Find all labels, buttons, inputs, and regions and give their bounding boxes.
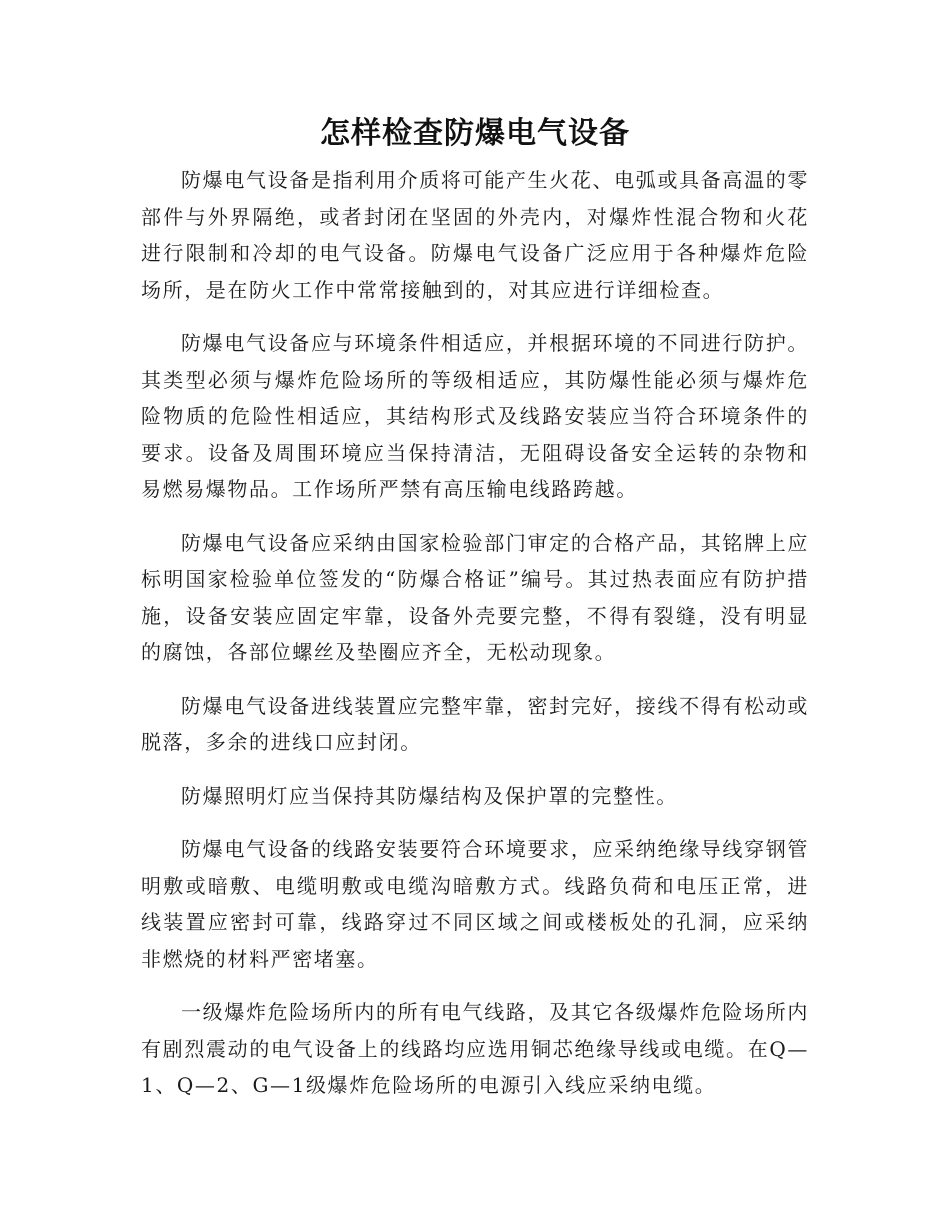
document-title: 怎样检查防爆电气设备	[320, 116, 630, 151]
paragraph-cable-selection: 一级爆炸危险场所内的所有电气线路，及其它各级爆炸危险场所内有剧烈震动的电气设备上的线路均应选用铜芯绝缘导线或电缆。在Q—1、Q—2、G—1级爆炸危险场所的电源引入线应采纳电缆。	[141, 1000, 809, 1097]
paragraph-inlet-device: 防爆电气设备进线装置应完整牢靠，密封完好，接线不得有松动或脱落，多余的进线口应封闭。	[141, 693, 809, 754]
paragraph-intro: 防爆电气设备是指利用介质将可能产生火花、电弧或具备高温的零部件与外界隔绝，或者封闭在坚固的外壳内，对爆炸性混合物和火花进行限制和冷却的电气设备。防爆电气设备广泛应用于各种爆炸危险场所，是在防火工作中常常接触到的，对其应进行详细检查。	[141, 168, 809, 302]
paragraph-environment: 防爆电气设备应与环境条件相适应，并根据环境的不同进行防护。其类型必须与爆炸危险场所的等级相适应，其防爆性能必须与爆炸危险物质的危险性相适应，其结构形式及线路安装应当符合环境条件的要求。设备及周围环境应当保持清洁，无阻碍设备安全运转的杂物和易燃易爆物品。工作场所严禁有高压输电线路跨越。	[141, 331, 809, 501]
paragraph-certification: 防爆电气设备应采纳由国家检验部门审定的合格产品，其铭牌上应标明国家检验单位签发的“防爆合格证”编号。其过热表面应有防护措施，设备安装应固定牢靠，设备外壳要完整，不得有裂缝，没有明显的腐蚀，各部位螺丝及垫圈应齐全，无松动现象。	[141, 530, 809, 664]
paragraph-wiring: 防爆电气设备的线路安装要符合环境要求，应采纳绝缘导线穿钢管明敷或暗敷、电缆明敷或电缆沟暗敷方式。线路负荷和电压正常，进线装置应密封可靠，线路穿过不同区域之间或楼板处的孔洞，应采纳非燃烧的材料严密堵塞。	[141, 837, 809, 971]
paragraph-lighting: 防爆照明灯应当保持其防爆结构及保护罩的完整性。	[181, 783, 678, 808]
document-body	[141, 162, 809, 1121]
